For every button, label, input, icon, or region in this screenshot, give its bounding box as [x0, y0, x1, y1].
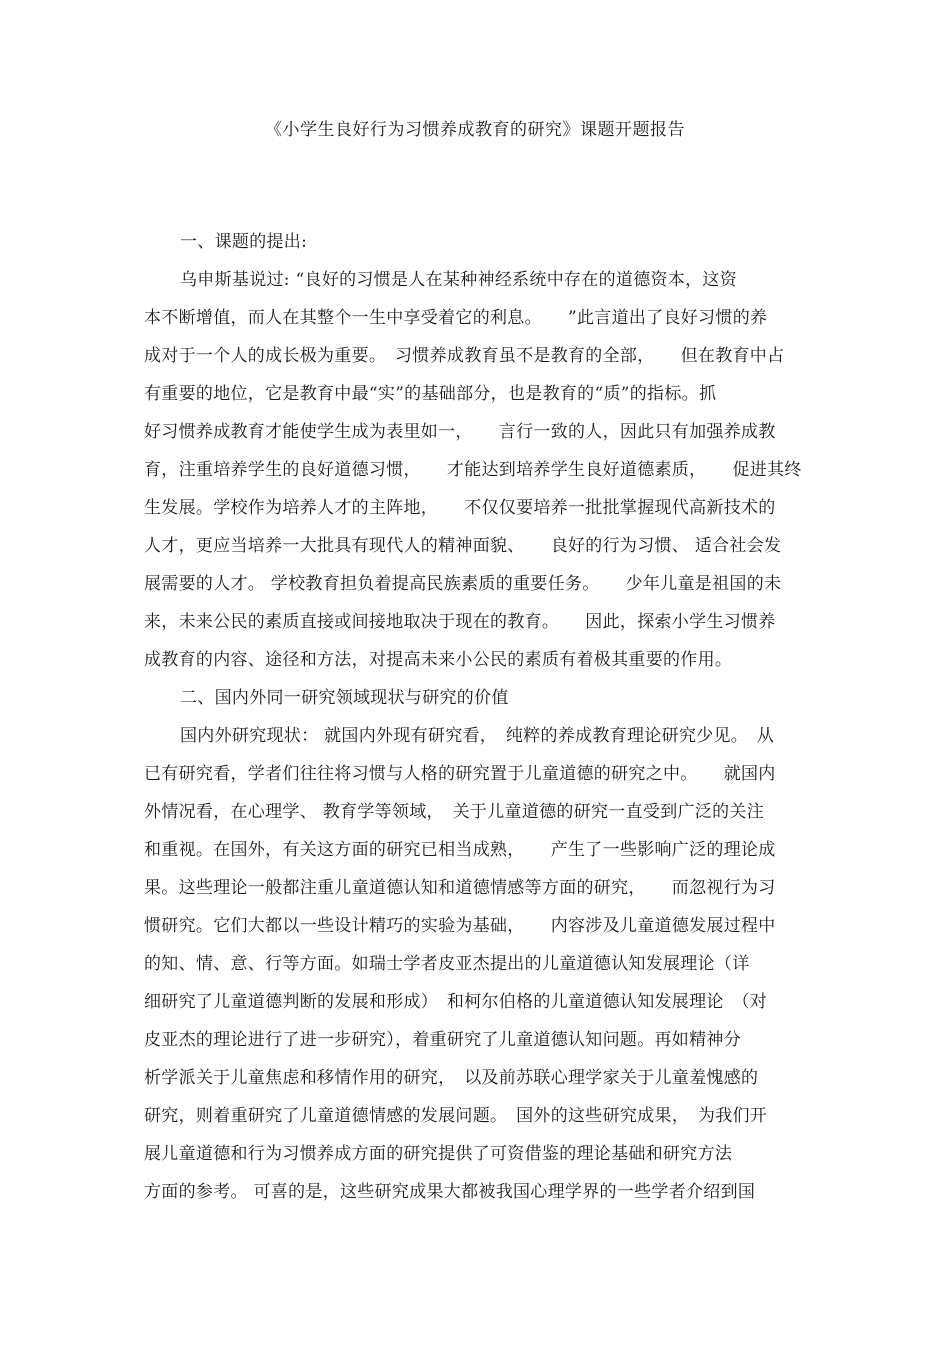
paragraph-line: 成对于一个人的成长极为重要。 习惯养成教育虽不是教育的全部， 但在教育中占 [144, 346, 785, 366]
paragraph-line: 研究，则着重研究了儿童道德情感的发展问题。 国外的这些研究成果， 为我们开 [144, 1106, 768, 1126]
paragraph-line: 外情况看，在心理学、 教育学等领域， 关于儿童道德的研究一直受到广泛的关注 [144, 802, 765, 822]
paragraph-line: 育，注重培养学生的良好道德习惯， 才能达到培养学生良好道德素质， 促进其终 [144, 460, 802, 480]
paragraph-first-line: 国内外研究现状： 就国内外现有研究看， 纯粹的养成教育理论研究少见。 从 [180, 726, 775, 746]
paragraph-line: 本不断增值，而人在其整个一生中享受着它的利息。 ”此言道出了良好习惯的养 [144, 308, 768, 328]
paragraph-line: 有重要的地位，它是教育中最“实”的基础部分，也是教育的“质”的指标。抓 [144, 384, 717, 404]
paragraph-line: 人才，更应当培养一大批具有现代人的精神面貌、 良好的行为习惯、 适合社会发 [144, 536, 782, 556]
paragraph-line: 惯研究。它们大都以一些设计精巧的实验为基础， 内容涉及儿童道德发展过程中 [144, 916, 776, 936]
paragraph-first-line: 乌申斯基说过: “良好的习惯是人在某种神经系统中存在的道德资本，这资 [180, 270, 738, 290]
paragraph-line: 展需要的人才。 学校教育担负着提高民族素质的重要任务。 少年儿童是祖国的未 [144, 574, 782, 594]
paragraph-line: 方面的参考。 可喜的是，这些研究成果大都被我国心理学界的一些学者介绍到国 [144, 1182, 756, 1202]
paragraph-line: 展儿童道德和行为习惯养成方面的研究提供了可资借鉴的理论基础和研究方法 [144, 1144, 733, 1164]
paragraph-line: 的知、情、意、行等方面。如瑞士学者皮亚杰提出的儿童道德认知发展理论（详 [144, 954, 750, 974]
document-title: 《小学生良好行为习惯养成教育的研究》课题开题报告 [265, 120, 685, 140]
paragraph-first-line: 二、国内外同一研究领域现状与研究的价值 [180, 688, 509, 708]
paragraph-line: 细研究了儿童道德判断的发展和形成） 和柯尔伯格的儿童道德认知发展理论 （对 [144, 992, 768, 1012]
paragraph-line: 和重视。在国外，有关这方面的研究已相当成熟， 产生了一些影响广泛的理论成 [144, 840, 776, 860]
paragraph-line: 生发展。学校作为培养人才的主阵地， 不仅仅要培养一批批掌握现代高新技术的 [144, 498, 776, 518]
paragraph-line: 析学派关于儿童焦虑和移情作用的研究， 以及前苏联心理学家关于儿童羞愧感的 [144, 1068, 759, 1088]
paragraph-line: 好习惯养成教育才能使学生成为表里如一， 言行一致的人，因此只有加强养成教 [144, 422, 776, 442]
document-body [144, 223, 824, 1211]
paragraph-line: 来，未来公民的素质直接或间接地取决于现在的教育。 因此，探索小学生习惯养 [144, 612, 776, 632]
paragraph-line: 已有研究看，学者们往往将习惯与人格的研究置于儿童道德的研究之中。 就国内 [144, 764, 776, 784]
paragraph-first-line: 一、课题的提出: [180, 232, 308, 252]
paragraph-line: 成教育的内容、途径和方法，对提高未来小公民的素质有着极其重要的作用。 [144, 650, 733, 670]
paragraph-line: 果。这些理论一般都注重儿童道德认知和道德情感等方面的研究， 而忽视行为习 [144, 878, 776, 898]
paragraph-line: 皮亚杰的理论进行了进一步研究），着重研究了儿童道德认知问题。再如精神分 [144, 1030, 741, 1050]
